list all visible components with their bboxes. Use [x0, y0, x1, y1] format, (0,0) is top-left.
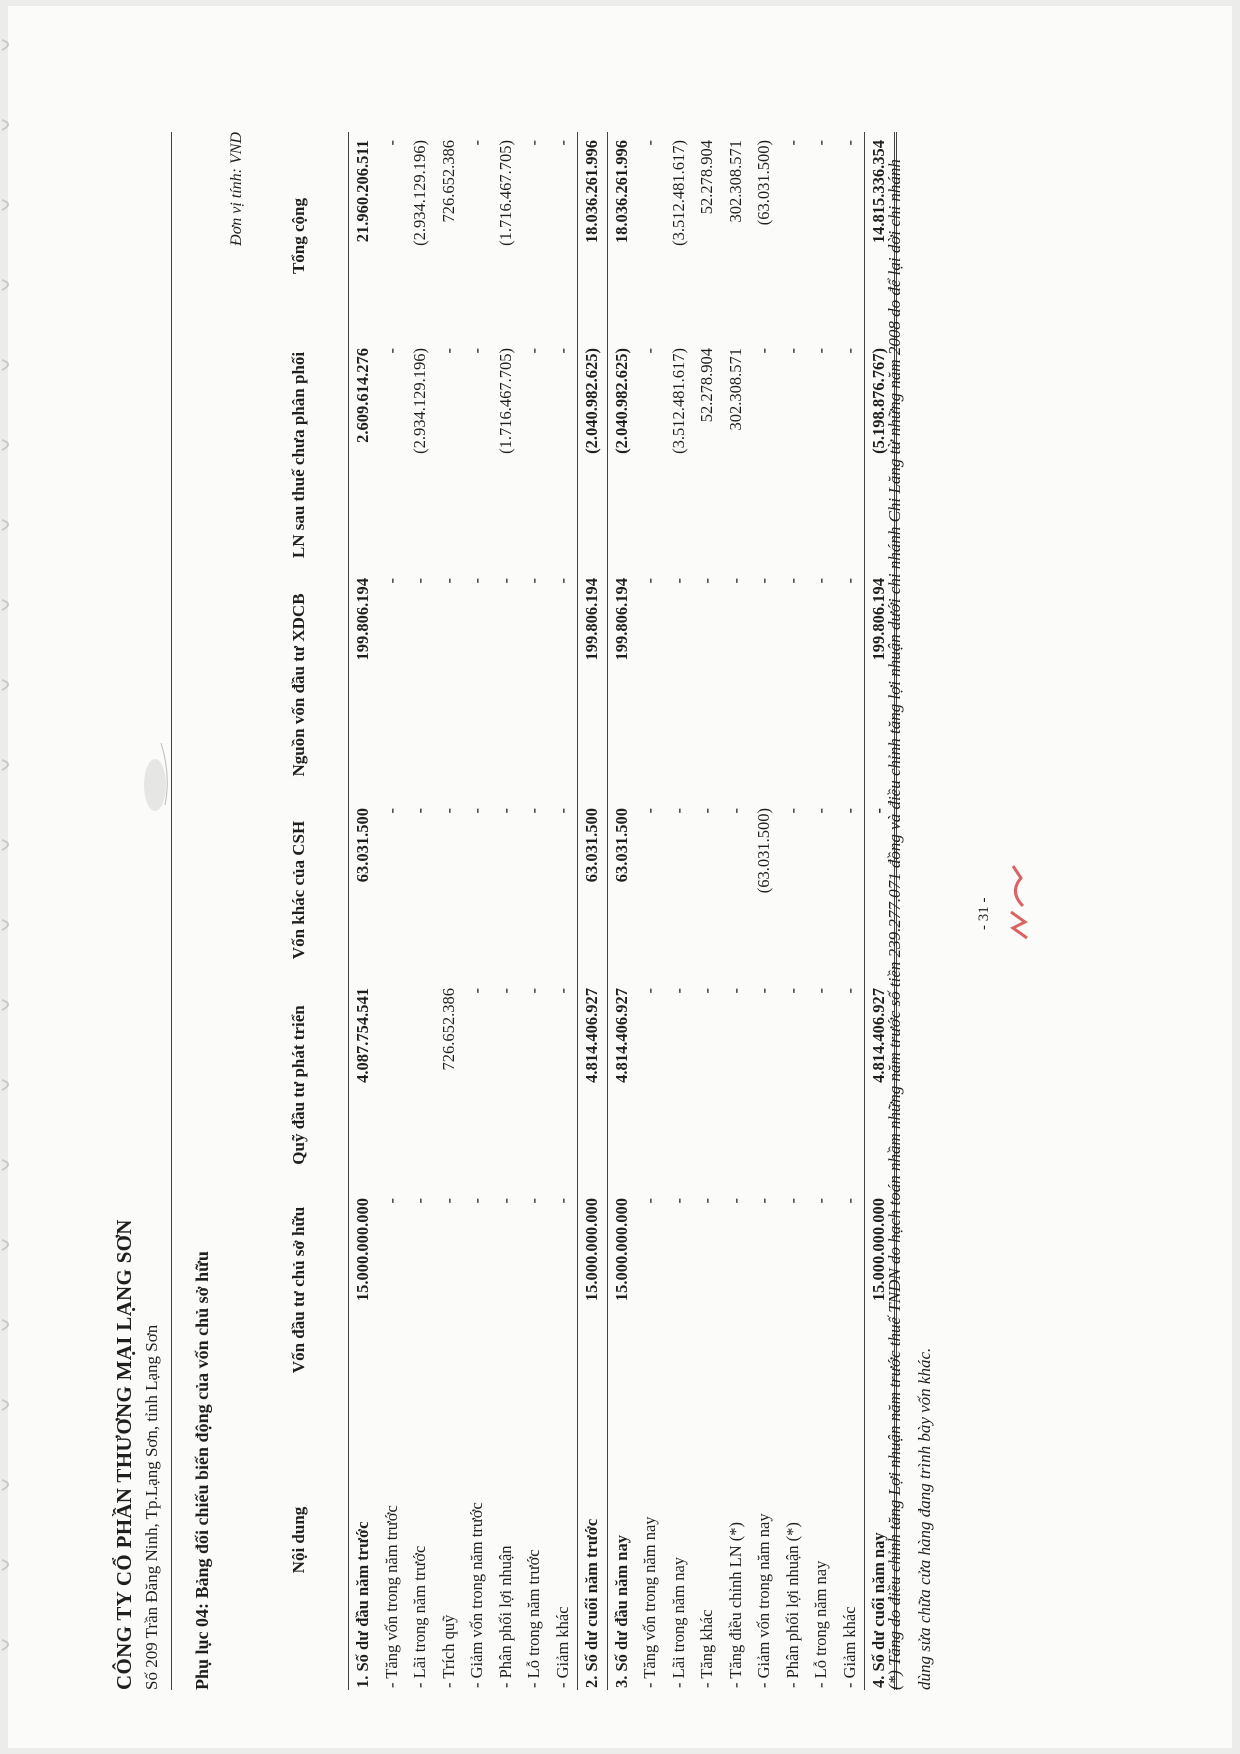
cell-construction-capital: - — [640, 578, 659, 584]
col-header-total: Tổng cộng — [250, 132, 349, 340]
cell-retained-earnings: 302.308.571 — [725, 348, 745, 431]
cell-retained-earnings: (1.716.467.705) — [495, 348, 515, 454]
cell-owner-capital: - — [552, 1198, 572, 1204]
cell-retained-earnings: - — [782, 348, 802, 354]
cell-retained-earnings: (2.040.982.625) — [578, 340, 608, 570]
cell-owner-capital: - — [410, 1198, 429, 1204]
row-label: - Lỗ trong năm nay — [811, 1560, 830, 1688]
cell-development-fund: 4.814.406.927 — [607, 980, 636, 1190]
cell-other-capital: - — [697, 808, 716, 814]
cell-total: - — [524, 140, 543, 146]
row-label: 3. Số dư đầu năm nay — [607, 1390, 636, 1690]
currency-unit: Đơn vị tính: VND — [228, 132, 245, 246]
ink-smudge — [135, 735, 175, 815]
cell-total: 14.815.336.354 — [865, 132, 896, 340]
row-label: - Phân phối lợi nhuận — [495, 1545, 515, 1688]
cell-development-fund: - — [782, 988, 802, 994]
cell-development-fund: - — [668, 988, 688, 994]
cell-retained-earnings: - — [754, 348, 773, 354]
table-row — [636, 132, 665, 1690]
header-divider — [171, 132, 172, 1690]
footnote: (*) Tăng do điều chỉnh tăng Lợi nhuận năm trước thuế TNDN do hạch toán nhầm những năm trước số tiền 239.277.071 đồng và điều chỉnh tăng lợi nhuận dưới chi nhánh Chi Lăng từ những năm 2008 do để lại dời chi nhánh dùng sửa chữa cửa hàng đang trình bày vốn khác. — [885, 159, 934, 1690]
appendix-title: Phụ lục 04: Bảng đối chiếu biến động của vốn chủ sở hữu — [192, 1251, 212, 1690]
col-header-owner-capital: Vốn đầu tư chủ sở hữu — [250, 1190, 349, 1390]
cell-owner-capital: - — [381, 1198, 401, 1204]
cell-retained-earnings: (5.198.876.767) — [865, 340, 896, 570]
cell-other-capital: - — [467, 808, 486, 814]
col-header-content: Nội dung — [250, 1390, 349, 1690]
cell-development-fund: - — [811, 988, 830, 994]
cell-retained-earnings: (2.040.982.625) — [607, 340, 636, 570]
cell-total: 18.036.261.996 — [578, 132, 608, 340]
cell-other-capital: - — [640, 808, 659, 814]
cell-total: (1.716.467.705) — [495, 140, 515, 246]
cell-construction-capital: - — [381, 578, 401, 584]
cell-construction-capital: - — [410, 578, 429, 584]
cell-other-capital: - — [524, 808, 543, 814]
cell-development-fund — [406, 980, 435, 1190]
cell-other-capital: 63.031.500 — [353, 808, 372, 883]
equity-reconciliation-table — [250, 132, 897, 1690]
table-row — [520, 132, 549, 1690]
cell-development-fund: - — [839, 988, 859, 994]
cell-other-capital: 63.031.500 — [607, 800, 636, 980]
col-header-retained-earnings: LN sau thuế chưa phân phối — [250, 340, 349, 570]
cell-development-fund: - — [640, 988, 659, 994]
cell-construction-capital: - — [524, 578, 543, 584]
cell-owner-capital: - — [438, 1198, 458, 1204]
row-label: - Lỗ trong năm trước — [524, 1549, 543, 1688]
cell-total: 21.960.206.511 — [353, 140, 372, 243]
cell-other-capital: - — [438, 808, 458, 814]
cell-construction-capital: - — [839, 578, 859, 584]
cell-owner-capital: - — [524, 1198, 543, 1204]
cell-development-fund: - — [524, 988, 543, 994]
cell-construction-capital: - — [782, 578, 802, 584]
cell-development-fund: 4.087.754.541 — [353, 988, 372, 1083]
cell-retained-earnings: 52.278.904 — [697, 348, 716, 423]
row-label: - Giảm khác — [839, 1606, 859, 1688]
row-label: - Giảm vốn trong năm trước — [467, 1502, 486, 1688]
cell-total: (2.934.129.196) — [410, 140, 429, 246]
row-label: - Tăng vốn trong năm nay — [640, 1516, 659, 1688]
cell-other-capital: - — [410, 808, 429, 814]
table-row — [578, 132, 608, 1690]
cell-retained-earnings: (3.512.481.617) — [668, 348, 688, 454]
cell-other-capital: - — [782, 808, 802, 814]
cell-construction-capital: 199.806.194 — [607, 570, 636, 800]
cell-owner-capital: 15.000.000.000 — [578, 1190, 608, 1390]
cell-total: - — [839, 140, 859, 146]
cell-other-capital: - — [811, 808, 830, 814]
cell-development-fund: - — [697, 988, 716, 994]
cell-retained-earnings: 2.609.614.276 — [353, 348, 372, 443]
cell-other-capital: - — [381, 808, 401, 814]
cell-owner-capital: - — [495, 1198, 515, 1204]
cell-other-capital: - — [495, 808, 515, 814]
cell-development-fund: - — [725, 988, 745, 994]
cell-retained-earnings: - — [438, 348, 458, 354]
row-label: - Giảm vốn trong năm nay — [754, 1513, 773, 1688]
row-label: - Giảm khác — [552, 1606, 572, 1688]
cell-owner-capital: - — [782, 1198, 802, 1204]
cell-retained-earnings: - — [381, 348, 401, 354]
cell-total: (63.031.500) — [754, 140, 773, 226]
row-label: 2. Số dư cuối năm trước — [578, 1390, 608, 1690]
table-row — [807, 132, 836, 1690]
cell-construction-capital: 199.806.194 — [578, 570, 608, 800]
cell-construction-capital: 199.806.194 — [353, 578, 372, 661]
table-row — [722, 132, 751, 1690]
cell-owner-capital: - — [668, 1198, 688, 1204]
table-row — [665, 132, 694, 1690]
cell-construction-capital: - — [495, 578, 515, 584]
table-row — [463, 132, 492, 1690]
cell-construction-capital: - — [668, 578, 688, 584]
cell-owner-capital: - — [811, 1198, 830, 1204]
cell-construction-capital: - — [438, 578, 458, 584]
table-row — [492, 132, 521, 1690]
table-row — [349, 132, 378, 1690]
cell-total: 302.308.571 — [725, 140, 745, 223]
cell-total: - — [811, 140, 830, 146]
col-header-other-capital: Vốn khác của CSH — [250, 800, 349, 980]
row-label: - Tăng điều chỉnh LN (*) — [725, 1521, 745, 1688]
cell-owner-capital: 15.000.000.000 — [607, 1190, 636, 1390]
cell-development-fund: 4.814.406.927 — [578, 980, 608, 1190]
cell-development-fund: - — [467, 988, 486, 994]
rotated-document — [70, 20, 1240, 1690]
cell-other-capital: (63.031.500) — [754, 808, 773, 894]
cell-other-capital: 63.031.500 — [578, 800, 608, 980]
cell-other-capital: - — [668, 808, 688, 814]
company-name: CÔNG TY CỔ PHẦN THƯƠNG MẠI LẠNG SƠN — [112, 1219, 136, 1690]
row-label: - Tăng khác — [697, 1609, 716, 1688]
table-row — [750, 132, 779, 1690]
row-label: - Lãi trong năm trước — [410, 1545, 429, 1688]
cell-other-capital: - — [865, 800, 896, 980]
row-label: - Lãi trong năm nay — [668, 1556, 688, 1688]
cell-development-fund: 726.652.386 — [438, 988, 458, 1071]
cell-retained-earnings: (2.934.129.196) — [410, 348, 429, 454]
cell-development-fund: - — [754, 988, 773, 994]
cell-construction-capital: - — [725, 578, 745, 584]
cell-development-fund: - — [552, 988, 572, 994]
page-number: - 31 - — [976, 897, 992, 930]
cell-retained-earnings: - — [524, 348, 543, 354]
row-label: 4. Số dư cuối năm nay — [865, 1390, 896, 1690]
cell-total: - — [640, 140, 659, 146]
cell-construction-capital: - — [811, 578, 830, 584]
table-row — [549, 132, 578, 1690]
cell-owner-capital: - — [467, 1198, 486, 1204]
table-row — [378, 132, 407, 1690]
cell-retained-earnings: - — [467, 348, 486, 354]
row-label: - Phân phối lợi nhuận (*) — [782, 1522, 802, 1688]
cell-total: (3.512.481.617) — [668, 140, 688, 246]
cell-total: - — [381, 140, 401, 146]
col-header-construction-capital: Nguồn vốn đầu tư XDCB — [250, 570, 349, 800]
row-label: - Trích quỹ — [438, 1614, 458, 1688]
cell-other-capital: - — [725, 808, 745, 814]
table-row — [836, 132, 865, 1690]
cell-total: - — [552, 140, 572, 146]
cell-owner-capital: - — [640, 1198, 659, 1204]
cell-construction-capital: - — [467, 578, 486, 584]
cell-owner-capital: 15.000.000.000 — [353, 1198, 372, 1302]
red-stamp-mark — [1005, 862, 1035, 942]
cell-total: 18.036.261.996 — [607, 132, 636, 340]
table-row — [779, 132, 808, 1690]
binding-holes — [0, 0, 30, 1754]
cell-total: 726.652.386 — [438, 140, 458, 223]
cell-development-fund — [378, 980, 407, 1190]
cell-development-fund: 4.814.406.927 — [865, 980, 896, 1190]
cell-owner-capital: - — [839, 1198, 859, 1204]
cell-retained-earnings: - — [552, 348, 572, 354]
cell-development-fund: - — [495, 988, 515, 994]
cell-construction-capital: - — [552, 578, 572, 584]
table-header-row — [250, 132, 349, 1690]
cell-construction-capital: - — [754, 578, 773, 584]
cell-other-capital: - — [552, 808, 572, 814]
cell-total: 52.278.904 — [697, 140, 716, 215]
company-address: Số 209 Trần Đăng Ninh, Tp.Lạng Sơn, tỉnh Lạng Sơn — [142, 1324, 161, 1690]
row-label: 1. Số dư đầu năm trước — [353, 1521, 372, 1688]
cell-construction-capital: 199.806.194 — [865, 570, 896, 800]
cell-total: - — [467, 140, 486, 146]
cell-retained-earnings: - — [640, 348, 659, 354]
cell-owner-capital: - — [725, 1198, 745, 1204]
table-row — [406, 132, 435, 1690]
cell-other-capital: - — [839, 808, 859, 814]
cell-owner-capital: 15.000.000.000 — [865, 1190, 896, 1390]
row-label: - Tăng vốn trong năm trước — [381, 1505, 401, 1688]
col-header-development-fund: Quỹ đầu tư phát triển — [250, 980, 349, 1190]
cell-retained-earnings: - — [839, 348, 859, 354]
cell-owner-capital: - — [697, 1198, 716, 1204]
table-row — [693, 132, 722, 1690]
cell-construction-capital: - — [697, 578, 716, 584]
cell-owner-capital: - — [754, 1198, 773, 1204]
cell-total: - — [782, 140, 802, 146]
table-row — [607, 132, 636, 1690]
cell-retained-earnings: - — [811, 348, 830, 354]
table-row — [435, 132, 464, 1690]
